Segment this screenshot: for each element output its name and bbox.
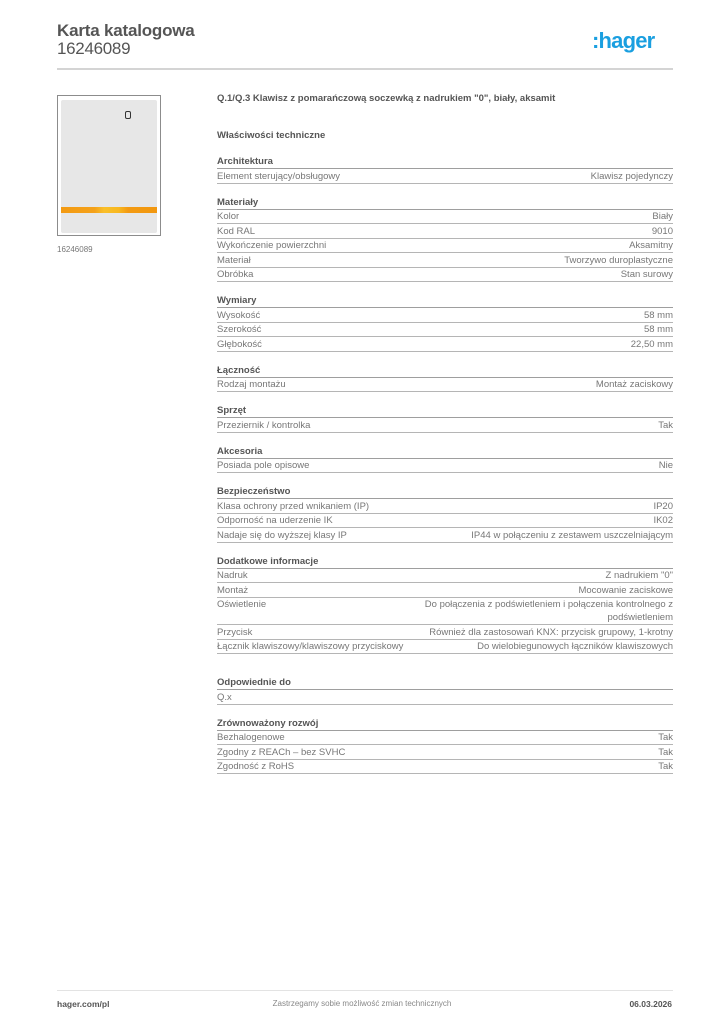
spec-label: Q.x (217, 691, 232, 703)
spec-value: Z nadrukiem "0" (605, 570, 673, 581)
spec-section (217, 717, 673, 775)
spec-value: Tak (658, 732, 673, 743)
section-heading: Dodatkowe informacje (217, 555, 673, 569)
spec-value: 58 mm (643, 309, 673, 321)
spec-label: Wysokość (217, 309, 261, 321)
spec-label: Szerokość (217, 324, 262, 335)
spec-value: Tworzywo duroplastyczne (564, 254, 673, 266)
spec-value: 9010 (651, 225, 673, 237)
spec-row (217, 514, 673, 529)
spec-section (217, 155, 673, 184)
section-heading: Zrównoważony rozwój (217, 717, 673, 731)
footer-divider (57, 990, 673, 991)
spec-row (217, 239, 673, 254)
technical-properties-title: Właściwości techniczne (217, 130, 326, 141)
spec-row (217, 268, 673, 283)
spec-row (217, 337, 673, 352)
spec-section (217, 676, 673, 705)
spec-label: Nadaje się do wyższej klasy IP (217, 529, 347, 541)
spec-label: Rodzaj montażu (217, 379, 286, 390)
spec-label: Element sterujący/obsługowy (217, 170, 341, 182)
section-heading: Łączność (217, 364, 673, 378)
spec-value: 22,50 mm (630, 338, 673, 350)
footer-website-link[interactable]: hager.com/pl (57, 999, 110, 1009)
spec-row (217, 569, 673, 584)
spec-value: IP20 (653, 500, 673, 512)
spec-label: Kolor (217, 211, 240, 222)
spec-value: IK02 (653, 515, 673, 526)
footer-date: 06.03.2026 (629, 999, 672, 1009)
spec-value: Tak (658, 761, 673, 772)
spec-label: Oświetlenie (217, 599, 267, 610)
spec-content (217, 93, 673, 774)
print-mark-o-icon (125, 111, 131, 119)
spec-row (217, 224, 673, 239)
spec-row (217, 169, 673, 184)
spec-section (217, 555, 673, 655)
spec-label: Łącznik klawiszowy/klawiszowy przyciskowy (217, 641, 404, 652)
spec-row (217, 528, 673, 543)
catalog-number: 16246089 (57, 39, 131, 58)
spec-row (217, 690, 673, 705)
section-heading: Materiały (217, 196, 673, 210)
spec-value (232, 691, 673, 704)
spec-label: Głębokość (217, 338, 262, 350)
spec-row (217, 378, 673, 393)
spec-label: Materiał (217, 254, 251, 266)
spec-row (217, 418, 673, 433)
spec-row (217, 499, 673, 514)
spec-value: Do połączenia z podświetleniem i połączenia kontrolnego z podświetleniem (424, 599, 673, 623)
spec-label: Odporność na uderzenie IK (217, 515, 333, 526)
spec-label: Przeziernik / kontrolka (217, 419, 311, 431)
spec-row (217, 459, 673, 474)
section-heading: Akcesoria (217, 445, 673, 459)
section-heading: Wymiary (217, 294, 673, 308)
switch-plate-image (61, 100, 157, 233)
section-heading: Sprzęt (217, 404, 673, 418)
spec-value: Do wielobiegunowych łączników klawiszowych (477, 641, 673, 652)
hager-logo: :hager (592, 28, 655, 53)
spec-value: Tak (658, 746, 673, 758)
product-description: Q.1/Q.3 Klawisz z pomarańczową soczewką z nadrukiem "0", biały, aksamit (217, 93, 556, 104)
orange-lens-icon (61, 207, 157, 213)
spec-label: Klasa ochrony przed wnikaniem (IP) (217, 500, 370, 512)
spec-value: Tak (658, 419, 673, 431)
spec-row (217, 731, 673, 746)
spec-label: Przycisk (217, 626, 253, 638)
document-title: Karta katalogowa (57, 21, 195, 40)
spec-value: Biały (652, 211, 673, 222)
spec-label: Wykończenie powierzchni (217, 240, 327, 251)
spec-section (217, 364, 673, 393)
spec-label: Bezhalogenowe (217, 732, 285, 743)
spec-row (217, 760, 673, 775)
spec-value: 58 mm (643, 324, 673, 335)
spec-row (217, 583, 673, 598)
spec-section (217, 404, 673, 433)
spec-row (217, 253, 673, 268)
spec-value: Montaż zaciskowy (595, 379, 673, 390)
spec-value: Stan surowy (620, 269, 673, 280)
spec-label: Kod RAL (217, 225, 256, 237)
spec-row (217, 625, 673, 640)
footer-disclaimer: Zastrzegamy sobie możliwość zmian technicznych (272, 999, 452, 1008)
section-heading: Architektura (217, 155, 673, 169)
spec-label: Montaż (217, 584, 249, 596)
spec-value: Również dla zastosowań KNX: przycisk grupowy, 1-krotny (429, 626, 673, 638)
spec-row (217, 210, 673, 225)
spec-value: Klawisz pojedynczy (590, 170, 673, 182)
spec-row (217, 640, 673, 655)
spec-section (217, 294, 673, 352)
spec-label: Obróbka (217, 269, 254, 280)
spec-label: Zgodny z REACh – bez SVHC (217, 746, 346, 758)
spec-row (217, 323, 673, 338)
spec-label: Zgodność z RoHS (217, 761, 295, 772)
image-caption: 16246089 (57, 245, 93, 254)
spec-section (217, 485, 673, 543)
spec-sections (217, 155, 673, 774)
spec-value: Aksamitny (629, 240, 673, 251)
spec-value: IP44 w połączeniu z zestawem uszczelniającym (471, 529, 673, 541)
spec-value: Nie (658, 460, 673, 471)
header-divider (57, 68, 673, 70)
spec-section (217, 196, 673, 283)
spec-section (217, 445, 673, 474)
spec-label: Posiada pole opisowe (217, 460, 310, 471)
section-heading: Odpowiednie do (217, 676, 673, 690)
spec-row (217, 745, 673, 760)
spec-row (217, 598, 673, 626)
spec-row (217, 308, 673, 323)
spec-value: Mocowanie zaciskowe (578, 584, 673, 596)
section-heading: Bezpieczeństwo (217, 485, 673, 499)
spec-label: Nadruk (217, 570, 248, 581)
